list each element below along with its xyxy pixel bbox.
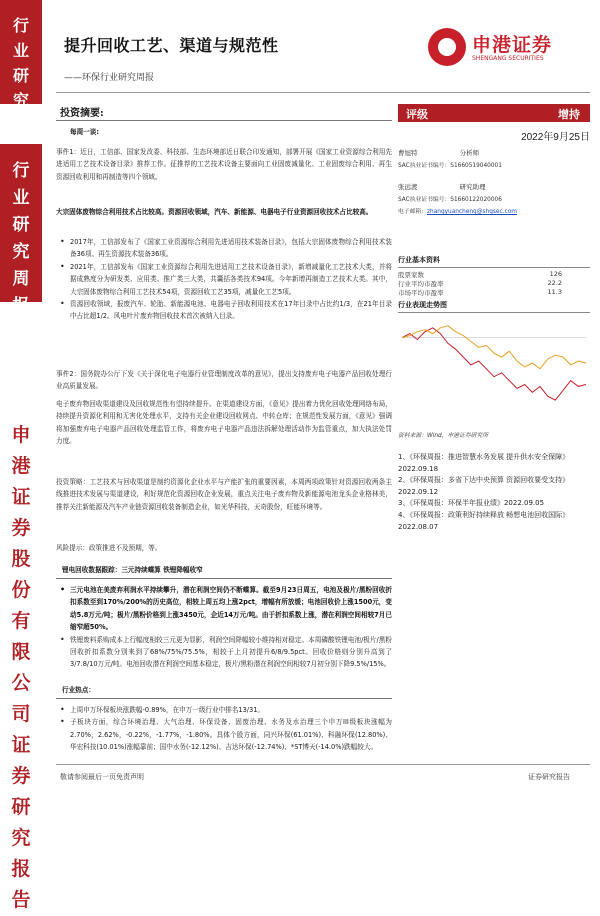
footer-label: 证券研究报告 [528, 773, 570, 781]
chart-series-line-1 [402, 328, 586, 400]
analyst1-name: 曹旭特 [398, 149, 418, 157]
sidebar-category-block [0, 0, 42, 110]
solid-waste-highlight: 大宗固体废物综合利用技术占比较高。资源回收领域，汽车、新能源、电器电子行业资源回收技术占比较高。 [56, 208, 373, 216]
table-row [398, 270, 590, 279]
sidebar [0, 0, 42, 911]
logo-mark-icon [428, 28, 466, 66]
list-item: • 资源回收领域，报废汽车、轮胎、新能源电池、电器电子回收利用技术在17年目录中占比约1/3，在21年目录中占比超1/2。风电叶片废弃物回收技术首次被纳入目录。 [56, 298, 392, 323]
analyst-email-link[interactable]: zhangyuancheng@shgsec.com [427, 209, 517, 215]
related-report-link[interactable]: 2、《环保周报：多省下达中央预算 资源回收要受支持》2022.09.12 [398, 476, 570, 496]
table-row-value: 126 [549, 270, 562, 278]
footer-disclaimer: 敬请参阅最后一页免责声明 [60, 773, 144, 781]
market-divider [56, 578, 392, 579]
analyst1 [398, 148, 479, 157]
report-date: 2022年9月25日 [521, 132, 590, 143]
weekly-heading: 每周一谈: [70, 128, 100, 136]
analyst1-role: 分析师 [459, 149, 480, 157]
e-waste-paragraph: 电子废弃物回收渠道建设及回收规范性有望持续提升。在渠道建设方面，《意见》提出着力优化回收处理网络布局，持续提升资源化利用和无害化处理水平，支持有关企业建设回收网点、中转仓库；在规范性发展方面，《意见》强调将加强废弃电子电器产品回收处理监管工作，将废弃电子电器产品违法拆解处理活动作为监管重点，加大执法处罚力度。 [56, 400, 392, 446]
company-logo [428, 28, 588, 70]
rating-bar [398, 104, 590, 122]
rating-value: 增持 [558, 108, 580, 121]
related-report-link[interactable]: 4、《环保周报：政策利好持续释放 畅想电池回收国际》2022.08.07 [398, 510, 570, 531]
performance-chart [398, 312, 590, 420]
table-row-value: 22.2 [547, 279, 562, 287]
hot-bullets [56, 704, 392, 754]
table-row-label: 市场平均市盈率 [398, 289, 444, 297]
sidebar-company-text: 申港证券股份有限公司证券研究报告 [11, 424, 31, 911]
list-item: • 子板块方面，综合环境治理、大气治理、环保设备、固废治理、水务及水治理三个申万III级板块涨幅为2.70%，2.62%，-0.22%，-1.77%，-1.80%。具体个股方面，同兴环保(61.01%)、科融环保(12.80%)、华宏科技(10.01%)涨幅靠前；国中水务(-12.12%)、吉达环保(-12.74%)、*ST博天(-14.0%)跌幅较大。 [56, 716, 392, 753]
list-item: • 铁锂废料系购成本上行幅度相较三元更为显影，利润空间降幅较小维持相对稳定。本周磷酸铁锂电池/极片/黑粉回收折扣系数分别来到了68%/75%/75.5%，相较于上月初提升6/8/9.5pct。回收价格则分别升高到了3/7.8/10万元/吨。电池回收潜在利润空间基本稳定，极片/黑粉潜在利润空间相较7月初分别下降9.5%/15%。 [56, 634, 392, 671]
industry-hot-heading: 行业热点： [62, 686, 95, 694]
related-reports [398, 452, 590, 533]
table-row-value: 11.3 [547, 288, 562, 296]
report-subtitle: ——环保行业研究周报 [64, 73, 155, 83]
logo-name: 申港证券 [472, 34, 553, 56]
sidebar-report-type-block [0, 144, 42, 316]
list-item: • 2017年，工信部发布了《国家工业资源综合利用先进适用技术装备目录》，包括大宗固体废物综合利用技术装备36项、再生资源技术装备36项。 [56, 236, 392, 261]
analyst2 [398, 182, 486, 191]
table-row-label: 股票家数 [398, 271, 424, 279]
sidebar-report-type-text: 行业研究周报 [12, 161, 30, 316]
sidebar-category-text: 行业研究 [12, 16, 29, 110]
sidebar-company-block [0, 420, 42, 911]
analyst1-sac: SAC执业证书编号：S1660519040001 [398, 163, 502, 169]
list-item: • 三元电池在美废弃利润水平持续攀升，潜在利润空间仍不断蝶算。截至9月23日周五，电池及极片/黑粉回收折扣系数至到170%/200%的历史高位，相较上周五均上涨2pct，增幅有所放缓；电池回收价上涨1500元，变动5.8万元/吨；极片/黑粉价格到上涨3450元，企近14万元/吨。由于折扣系数上涨，潜在利润空间相较7月已缩窄超50%。 [56, 584, 392, 634]
email-label: 电子邮箱： [398, 209, 427, 215]
related-report-link[interactable]: 1、《环保周报：推进智慧水务发展 提升供水安全保障》2022.09.18 [398, 453, 570, 473]
table-row-label: 行业平均市盈率 [398, 280, 444, 288]
report-title: 提升回收工艺、渠道与规范性 [64, 36, 279, 55]
rating-label: 评级 [406, 108, 428, 121]
event2-paragraph: 事件2：国务院办公厅下发《关于深化电子电器行业管理制度改革的意见》，提出支持废弃电子电器产品回收处理行业高质量发展。 [56, 370, 392, 391]
analyst2-name: 张远渡 [398, 183, 418, 191]
chart-series-group [402, 326, 586, 400]
header-divider [56, 92, 590, 93]
basic-info-heading: 行业基本资料 [398, 255, 590, 268]
chart-series-line-2 [402, 326, 586, 369]
list-item: • 2021年，工信部发布《国家工业资源综合利用先进适用工艺技术设备目录》，新增减量化工艺技术大类，并将据成熟度分为研发类、应用类、推广类三大类，共囊括各类技术94项。今年新增再制造工艺技术大类。其中，大宗固体废物综合利用工艺技术54项，资源回收工艺35项，减量化工艺5项。 [56, 261, 392, 298]
logo-english-name: SHENGANG SECURITIES [472, 55, 544, 62]
event1-paragraph: 事件1：近日，工信部、国家发改委、科技部、生态环境部近日联合印发通知，部署开展《国家工业资源综合利用先进适用工艺技术设备目录》推荐工作。征推荐的工艺技术设备主要面向工业固废减量化、工业固废综合利用、再生资源回收利用和再制造等四个领域。 [56, 148, 392, 181]
table-row [398, 279, 590, 288]
strategy-paragraph: 投资策略：工艺技术与回收渠道是制约资源化企业水平与产能扩张的重要因素，本周两项政策针对资源回收两条主线推进技术发展与渠道建设，利好规范化资源回收企业发展，重点关注电子废弃物及新能源电池龙头企业格林美，推荐关注新能源及汽车产业链资源回收装备制造企业，如光华科技，天奇股份，旺能环境等。 [56, 478, 392, 511]
analyst2-role: 研究助理 [459, 183, 486, 191]
catalog-bullets [56, 236, 392, 323]
table-row [398, 288, 590, 297]
market-bullets [56, 584, 392, 671]
chart-source: 资料来源：Wind，申港证券研究所 [398, 433, 489, 439]
analyst2-sac: SAC执业证书编号：S1660122020006 [398, 197, 502, 203]
summary-divider [56, 120, 392, 121]
list-item: • 上周申万环保板块涨跌幅-0.89%，在申万一级行业中排名13/31。 [56, 704, 392, 716]
risk-paragraph: 风险提示：政策推进不及预期，等。 [56, 544, 162, 552]
analyst2-email-row [398, 206, 517, 215]
related-report-link[interactable]: 3、《环保周报：环保半年报业绩》2022.09.05 [398, 499, 545, 508]
summary-heading: 投资摘要: [60, 108, 104, 119]
market-heading: 锂电回收数据跟踪：三元持续蝶算 铁锂降幅收窄 [62, 566, 203, 574]
hot-divider [56, 698, 392, 699]
footer-divider [56, 764, 590, 765]
performance-chart-heading: 行业表现走势图 [398, 300, 590, 313]
